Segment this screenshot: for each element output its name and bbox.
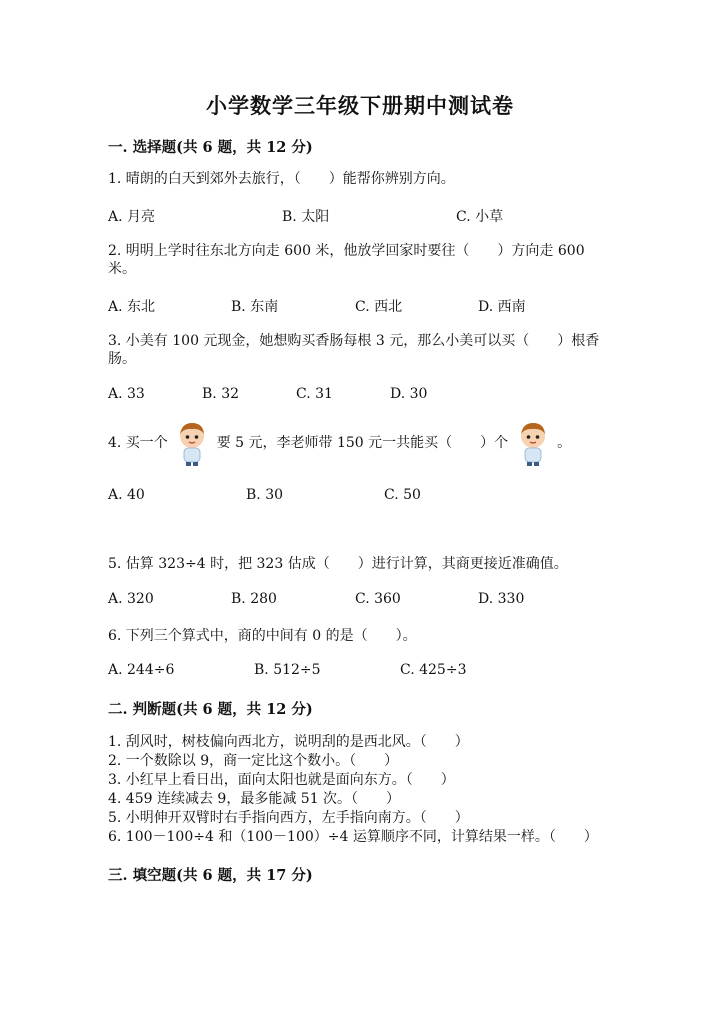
question-5: 5. 估算 323÷4 时，把 323 估成（ ）进行计算，其商更接近准确值。 <box>108 556 568 572</box>
option: A. 东北 <box>108 299 156 315</box>
page-title: 小学数学三年级下册期中测试卷 <box>206 93 514 118</box>
question-2: 2. 明明上学时往东北方向走 600 米，他放学回家时要往（ ）方向走 600 米。 <box>108 243 585 277</box>
judge-item: 4. 459 连续减去 9，最多能减 51 次。（ ） <box>108 791 401 807</box>
option: A. 月亮 <box>108 209 156 225</box>
question-4-part-b: 要 5 元，李老师带 150 元一共能买（ ）个 <box>216 435 509 451</box>
option: C. 50 <box>384 487 421 503</box>
judge-item: 1. 刮风时，树枝偏向西北方，说明刮的是西北风。（ ） <box>108 734 469 750</box>
question-3: 3. 小美有 100 元现金，她想购买香肠每根 3 元，那么小美可以买（ ）根香肠。 <box>108 333 600 367</box>
option: A. 320 <box>108 591 154 607</box>
judge-item: 3. 小红早上看日出，面向太阳也就是面向东方。（ ） <box>108 772 455 788</box>
option: C. 31 <box>296 386 333 402</box>
question-6: 6. 下列三个算式中，商的中间有 0 的是（ ）。 <box>108 628 417 644</box>
option: A. 244÷6 <box>108 662 175 678</box>
judge-item: 6. 100－100÷4 和（100－100）÷4 运算顺序不同，计算结果一样。（ ） <box>108 829 598 845</box>
option: B. 30 <box>246 487 284 503</box>
option: C. 小草 <box>456 209 504 225</box>
option: C. 360 <box>355 591 401 607</box>
section-heading-judge: 二. 判断题(共 6 题，共 12 分) <box>108 701 313 718</box>
judge-item: 2. 一个数除以 9，商一定比这个数小。（ ） <box>108 753 399 769</box>
question-4-part-a: 4. 买一个 <box>108 435 168 451</box>
option: B. 太阳 <box>282 209 330 225</box>
section-heading-choice: 一. 选择题(共 6 题，共 12 分) <box>108 139 313 156</box>
option: B. 280 <box>231 591 277 607</box>
option: C. 西北 <box>355 299 403 315</box>
option: B. 512÷5 <box>254 662 321 678</box>
question-1: 1. 晴朗的白天到郊外去旅行，（ ）能帮你辨别方向。 <box>108 171 455 187</box>
question-4-part-c: 。 <box>557 435 572 451</box>
boy-figure-icon <box>515 420 551 466</box>
judge-item: 5. 小明伸开双臂时右手指向西方，左手指向南方。（ ） <box>108 810 469 826</box>
boy-figure-icon <box>174 420 210 466</box>
option: A. 33 <box>108 386 145 402</box>
option: B. 32 <box>202 386 240 402</box>
section-heading-fill: 三. 填空题(共 6 题，共 17 分) <box>108 867 313 884</box>
option: D. 330 <box>478 591 525 607</box>
option: A. 40 <box>108 487 145 503</box>
question-4 <box>108 420 571 466</box>
option: B. 东南 <box>231 299 279 315</box>
option: D. 西南 <box>478 299 526 315</box>
option: C. 425÷3 <box>400 662 467 678</box>
option: D. 30 <box>390 386 428 402</box>
